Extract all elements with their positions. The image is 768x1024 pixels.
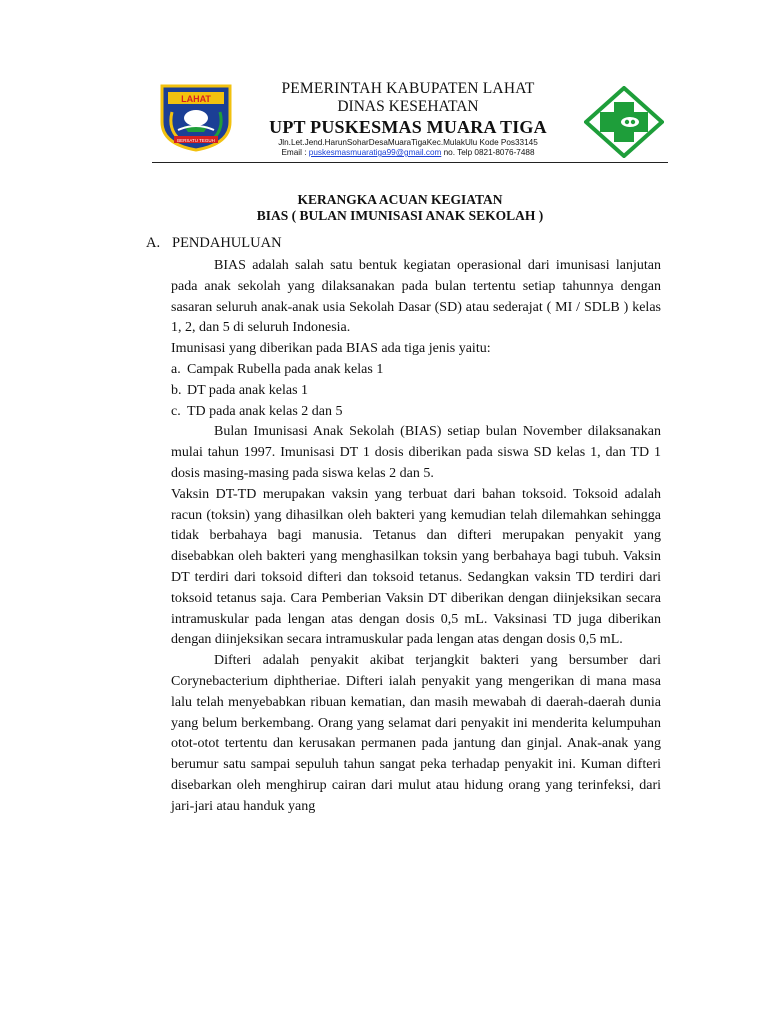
list-text: Campak Rubella pada anak kelas 1	[187, 361, 384, 377]
paragraph-2: Imunisasi yang diberikan pada BIAS ada tiga jenis yaitu:	[171, 341, 491, 357]
clinic-name: UPT PUSKESMAS MUARA TIGA	[269, 117, 547, 137]
emblem-banner: BERSATU TEGUH	[177, 138, 215, 143]
section-body	[171, 256, 661, 818]
list-text: DT pada anak kelas 1	[187, 382, 309, 398]
section-title: PENDAHULUAN	[172, 235, 282, 251]
phone-number: no. Telp 0821-8076-7488	[443, 148, 535, 157]
title-line-2: BIAS ( BULAN IMUNISASI ANAK SEKOLAH )	[256, 208, 544, 223]
list-item	[171, 402, 661, 423]
department-name: DINAS KESEHATAN	[337, 98, 479, 115]
email-link[interactable]: puskesmasmuaratiga99@gmail.com	[308, 148, 442, 157]
paragraph-4: Vaksin DT-TD merupakan vaksin yang terbuat dari bahan toksoid. Toksoid adalah racun (toksin) yang dihasilkan oleh bakteri yang kemudian telah dilemahkan sehingga tidak berbahaya bagi manusia. Tetanus dan difteri merupakan penyakit yang disebabkan oleh bakteri yang menghasilkan toksin yang berbahaya bagi tubuh. Vaksin DT terdiri dari toksoid difteri dan toksoid tetanus. Sedangkan vaksin TD terdiri dari toksoid tetanus saja. Cara Pemberian Vaksin DT diberikan dengan diinjeksikan secara intramuskular pada lengan atas dengan dosis 0,5 mL. Vaksinasi TD juga diberikan dengan diinjeksikan secara intramuskular pada lengan atas dengan dosis 0,5 mL.	[171, 486, 661, 648]
paragraph-3: Bulan Imunisasi Anak Sekolah (BIAS) setiap bulan November dilaksanakan mulai tahun 1997. Imunisasi DT 1 dosis diberikan pada siswa SD kelas 1, dan TD 1 dosis masing-masing pada siswa kelas 2 dan 5.	[171, 424, 661, 481]
list-marker: a.	[171, 361, 181, 377]
clinic-address: Jln.Let.Jend.HarunSoharDesaMuaraTigaKec.MulakUlu Kode Pos33145	[278, 138, 538, 147]
list-item	[171, 381, 661, 402]
letterhead-text	[248, 80, 568, 158]
contact-line	[248, 148, 568, 158]
email-label: Email :	[281, 148, 307, 157]
section-letter: A.	[146, 235, 161, 251]
puskesmas-logo	[584, 86, 664, 158]
list-item	[171, 360, 661, 381]
emblem-title: LAHAT	[181, 94, 211, 104]
title-line-1: KERANGKA ACUAN KEGIATAN	[297, 192, 503, 207]
list-text: TD pada anak kelas 2 dan 5	[187, 403, 343, 419]
paragraph-5: Difteri adalah penyakit akibat terjangkit bakteri yang bersumber dari Corynebacterium diphtheriae. Difteri ialah penyakit yang mengerikan di mana masa lalu telah menyebabkan ribuan kematian, dan masih mewabah di daerah-daerah dunia yang belum berkembang. Orang yang selamat dari penyakit ini menderita kelumpuhan otot-otot tertentu dan kerusakan permanen pada jantung dan ginjal. Anak-anak yang berumur satu sampai sepuluh tahun sangat peka terhadap penyakit ini. Kuman difteri disebarkan oleh menghirup cairan dari mulut atau hidung orang yang terinfeksi, dari jari-jari atau handuk yang	[171, 653, 661, 814]
list-marker: c.	[171, 403, 181, 419]
letterhead	[152, 78, 668, 163]
government-name: PEMERINTAH KABUPATEN LAHAT	[281, 80, 535, 97]
section-heading	[146, 235, 282, 252]
immunization-list	[171, 360, 661, 422]
document-title	[150, 192, 650, 224]
lahat-regency-emblem	[158, 82, 234, 152]
paragraph-1: BIAS adalah salah satu bentuk kegiatan operasional dari imunisasi lanjutan pada anak sekolah yang dilaksanakan pada bulan tertentu setiap tahunnya dengan sasaran seluruh anak-anak usia Sekolah Dasar (SD) atau sederajat ( MI / SDLB ) kelas 1, 2, dan 5 di seluruh Indonesia.	[171, 258, 661, 336]
list-marker: b.	[171, 382, 182, 398]
